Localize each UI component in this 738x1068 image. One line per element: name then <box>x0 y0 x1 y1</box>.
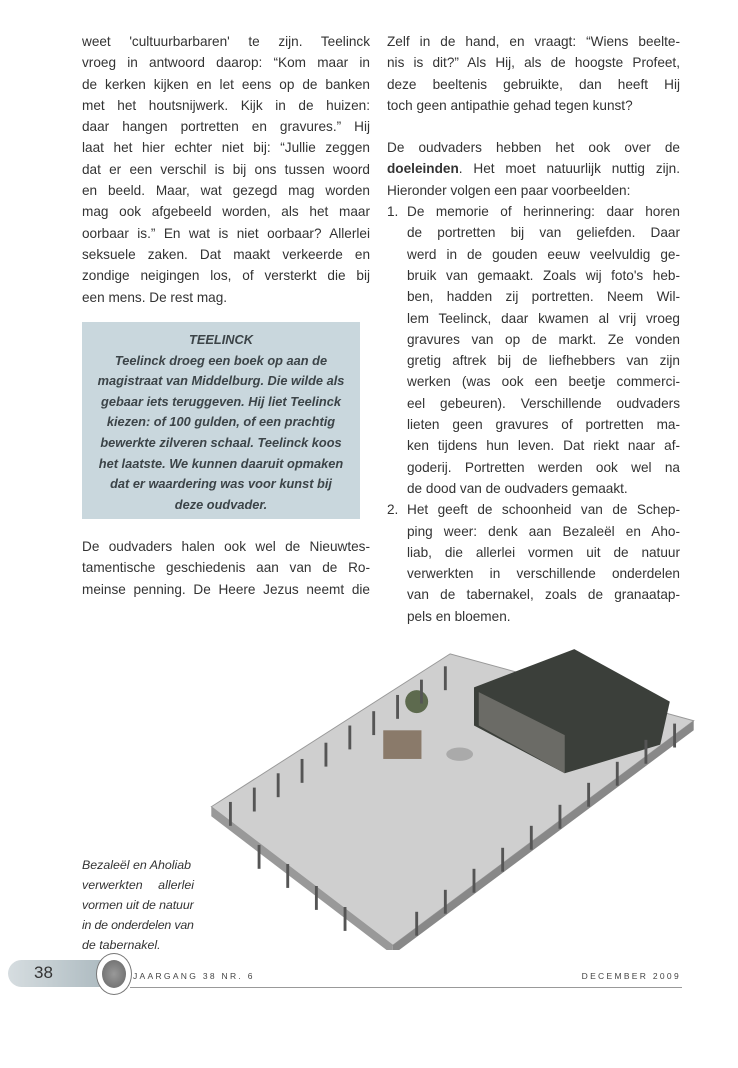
text-line: Het geeft de schoonheid van de Schep- <box>407 502 680 518</box>
caption-line: in de onderdelen van <box>82 918 194 932</box>
text-line: goderij. Portretten werden ook wel na <box>407 459 680 475</box>
altar <box>383 730 421 759</box>
list-number: 2. <box>387 502 399 518</box>
tabernacle-model-photo <box>200 630 705 950</box>
text-line: bruik van gemaakt. Zoals wij foto's heb- <box>407 267 680 283</box>
text-line: gretig aftrek bij de liefhebbers van zijn <box>407 353 680 369</box>
right-column <box>387 31 680 627</box>
text-line: laat het hier echter niet bij: “Jullie zeggen <box>82 140 370 156</box>
issue-date: DECEMBER 2009 <box>581 971 681 981</box>
text-line: De oudvaders halen ook wel de Nieuwtes- <box>82 539 370 554</box>
text-line: werd in de gouden eeuw veelvuldig ge- <box>407 246 680 262</box>
text-line: meinse penning. De Heere Jezus neemt die <box>82 581 370 597</box>
text-line: de portretten bij van geliefden. Daar <box>407 225 680 241</box>
text-line: De oudvaders hebben het ook over de <box>387 140 680 156</box>
left-column <box>82 31 370 308</box>
text-line: vroeg in antwoord daarop: “Kom maar in <box>82 55 370 71</box>
text-line: Hieronder volgen een paar voorbeelden: <box>387 182 631 198</box>
box-line: magistraat van Middelburg. Die wilde als <box>97 373 345 389</box>
box-line: dat er waardering was voor kunst bij <box>110 476 332 492</box>
box-title: TEELINCK <box>189 332 253 347</box>
text-line: mag ook afgebeeld worden, als het maar <box>82 204 370 220</box>
text-line: ping weer: denk aan Bezaleël en Aho- <box>407 523 680 539</box>
box-line: bewerkte zilveren schaal. Teelinck koos <box>100 434 342 450</box>
box-line: het laatste. We kunnen daaruit opmaken <box>98 455 344 471</box>
text-line: en beeld. Maar, wat gezegd mag worden <box>82 183 370 199</box>
text-line <box>387 158 680 179</box>
list-item <box>387 499 680 627</box>
box-line: Teelinck droeg een boek op aan de <box>114 352 328 368</box>
caption-line: Bezaleël en Aholiab <box>82 858 192 872</box>
text-line: nis is dit?” Als Hij, als de hoogste Profeet, <box>387 55 680 71</box>
text-line: lieten geen gravures of portretten ma- <box>407 417 680 433</box>
text-line: de kerken kijken en let eens op de banken <box>82 76 370 92</box>
issue-info: JAARGANG 38 NR. 6 <box>133 971 255 981</box>
box-line: gebaar iets teruggeven. Hij liet Teelinck <box>101 393 341 409</box>
text-line: gravures van op de markt. Ze vonden <box>407 331 680 347</box>
page-number: 38 <box>34 963 53 982</box>
box-line: deze oudvader. <box>174 496 268 512</box>
tree <box>405 690 428 713</box>
text-line: met het houtsnijwerk. Kijk in de huizen: <box>82 97 370 113</box>
list-number: 1. <box>387 204 399 220</box>
magazine-seal-logo <box>96 953 132 995</box>
text-line: de dood van de oudvaders gemaakt. <box>407 480 628 496</box>
text-line: tamentische geschiedenis aan van de Ro- <box>82 560 370 576</box>
text-line: eel gebeuren). Verschillende oudvaders <box>407 395 680 411</box>
left-column-continued <box>82 536 370 600</box>
text-line: verwerkten in verschillende onderdelen <box>407 566 680 582</box>
sidebar-box-teelinck <box>82 322 360 519</box>
text-line: daar hangen portretten en gravures.” Hij <box>82 119 370 135</box>
box-line: kiezen: of 100 gulden, of een prachtig <box>106 414 336 430</box>
text-line: lem Teelinck, daar kwamen al vrij vroeg <box>407 310 680 326</box>
text-line: zondige neigingen los, of versterkt die bij <box>82 268 370 284</box>
text-line: seksuele zaken. Dat maakt verkeerde en <box>82 246 370 262</box>
text-line: oorbaar is.” En wat is niet oorbaar? Allerlei <box>82 225 370 241</box>
text-line: toch geen antipathie gehad tegen kunst? <box>387 97 633 113</box>
text-line: Zelf in de hand, en vraagt: “Wiens beelte- <box>387 34 680 49</box>
text-line: van de tabernakel, zoals de granaatap- <box>407 587 680 603</box>
text-line: De memorie of herinnering: daar horen <box>407 204 680 220</box>
text-line: pels en bloemen. <box>407 608 511 624</box>
bold-term: doeleinden <box>387 161 459 177</box>
text-line: weet 'cultuurbarbaren' te zijn. Teelinck <box>82 34 370 49</box>
text-line: een mens. De rest mag. <box>82 289 228 305</box>
text-line: liab, die allerlei vormen uit de natuur <box>407 544 680 560</box>
caption-line: vormen uit de natuur <box>82 898 194 912</box>
paragraph <box>82 31 370 308</box>
text-line: werken (was ook een beetje commerci- <box>407 374 680 390</box>
text-line: deze beeltenis gebruikte, dan heeft Hij <box>387 76 680 92</box>
photo-caption <box>82 855 194 955</box>
caption-line: de tabernakel. <box>82 938 161 952</box>
text-line: dat er een verschil is bij ons tussen woord <box>82 161 370 177</box>
text-line: ken tijdens hun leven. Dat riekt naar af- <box>407 438 680 454</box>
text-span: . Het moet natuurlijk nuttig zijn. <box>458 161 680 177</box>
caption-line: verwerkten allerlei <box>82 878 194 892</box>
laver <box>446 747 473 760</box>
text-line: ben, hadden zij portretten. Neem Wil- <box>407 289 680 305</box>
footer-divider <box>130 987 682 988</box>
list-item <box>387 201 680 499</box>
